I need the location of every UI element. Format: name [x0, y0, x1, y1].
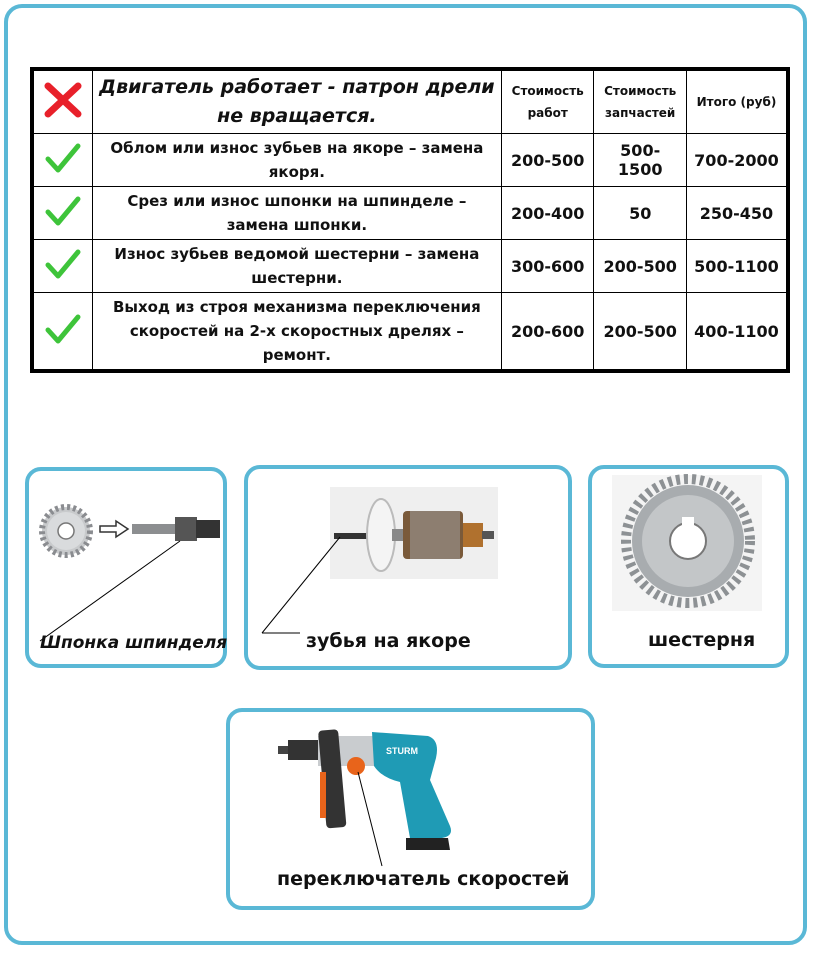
- row-parts-cost: 200-500: [594, 293, 686, 372]
- table-row: [32, 240, 788, 293]
- row-parts-cost: 50: [594, 187, 686, 240]
- spindle-key-caption: Шпонка шпинделя: [40, 633, 228, 653]
- armature-image: [260, 487, 500, 642]
- row-work-cost: 200-400: [501, 187, 593, 240]
- gear-caption: шестерня: [648, 629, 756, 651]
- row-description: Выход из строя механизма переключения скоростей на 2-х скоростных дрелях – ремонт.: [92, 293, 501, 372]
- cross-icon: [43, 80, 83, 120]
- drill-image: [278, 722, 458, 872]
- armature-caption: зубья на якоре: [306, 630, 471, 652]
- check-icon: [45, 313, 81, 345]
- spindle-gear-image: [38, 505, 228, 650]
- row-description: Срез или износ шпонки на шпинделе – замена шпонки.: [92, 187, 501, 240]
- row-work-cost: 200-500: [501, 134, 593, 187]
- row-total: 400-1100: [686, 293, 788, 372]
- table-row: [32, 187, 788, 240]
- header-total: Итого (руб): [686, 69, 788, 134]
- gear-image: [612, 475, 762, 611]
- header-work-cost: Стоимость работ: [501, 69, 593, 134]
- check-icon: [45, 248, 81, 280]
- row-parts-cost: 500-1500: [594, 134, 686, 187]
- row-description: Облом или износ зубьев на якоре – замена якоря.: [92, 134, 501, 187]
- table-header-row: [32, 69, 788, 134]
- table-title: Двигатель работает - патрон дрели не вращается.: [92, 69, 501, 134]
- row-work-cost: 300-600: [501, 240, 593, 293]
- speed-switch-caption: переключатель скоростей: [277, 868, 570, 890]
- row-description: Износ зубьев ведомой шестерни – замена шестерни.: [92, 240, 501, 293]
- table-row: [32, 134, 788, 187]
- row-work-cost: 200-600: [501, 293, 593, 372]
- repair-price-table: [30, 67, 790, 373]
- check-icon: [45, 142, 81, 174]
- check-icon: [45, 195, 81, 227]
- table-row: [32, 293, 788, 372]
- header-parts-cost: Стоимость запчастей: [594, 69, 686, 134]
- row-parts-cost: 200-500: [594, 240, 686, 293]
- drill-brand-label: STURM: [386, 746, 418, 756]
- row-total: 500-1100: [686, 240, 788, 293]
- cross-cell: [32, 69, 92, 134]
- row-total: 250-450: [686, 187, 788, 240]
- row-total: 700-2000: [686, 134, 788, 187]
